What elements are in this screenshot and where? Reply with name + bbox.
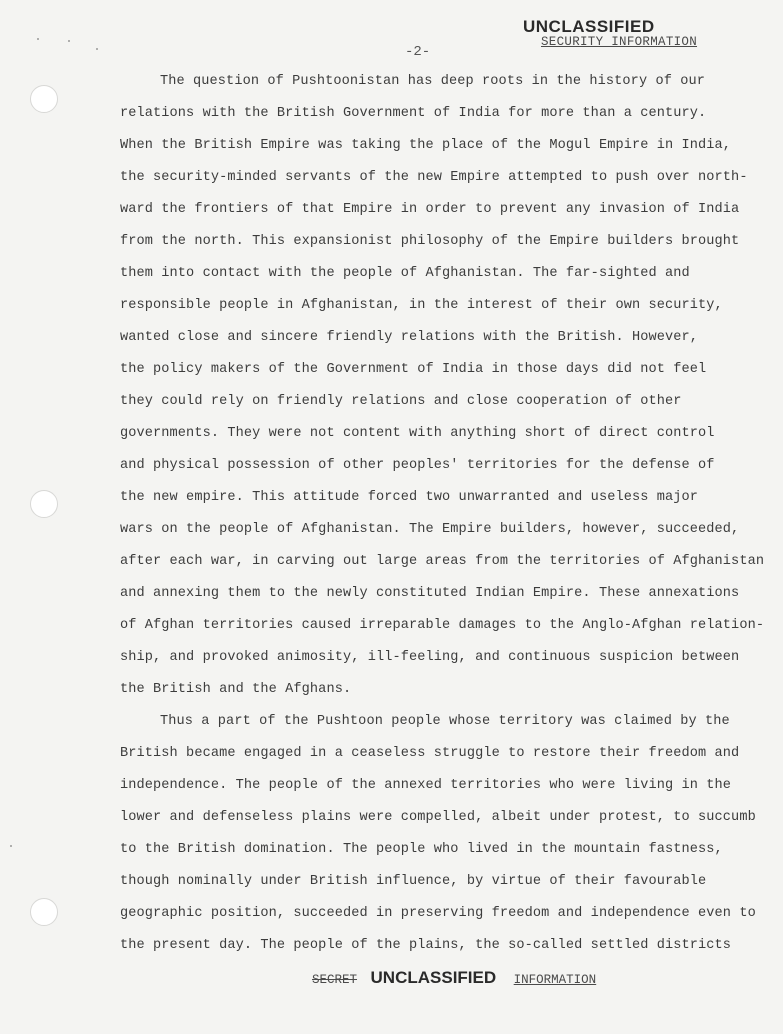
classification-stamp-bottom: UNCLASSIFIED xyxy=(370,968,497,987)
text-line: the present day. The people of the plains, the so-called settled districts xyxy=(120,938,732,953)
paper-speck xyxy=(68,40,70,42)
text-line: When the British Empire was taking the place of the Mogul Empire in India, xyxy=(120,138,732,153)
text-line: ward the frontiers of that Empire in order to prevent any invasion of India xyxy=(120,202,740,217)
text-line: Thus a part of the Pushtoon people whose territory was claimed by the xyxy=(160,714,730,729)
text-line: and annexing them to the newly constituted Indian Empire. These annexations xyxy=(120,586,740,601)
security-marking-bottom xyxy=(312,968,596,988)
text-line: though nominally under British influence, by virtue of their favourable xyxy=(120,874,707,889)
text-line: The question of Pushtoonistan has deep roots in the history of our xyxy=(160,74,705,89)
paper-speck xyxy=(96,48,98,50)
text-line: and physical possession of other peoples' territories for the defense of xyxy=(120,458,715,473)
text-line: British became engaged in a ceaseless struggle to restore their freedom and xyxy=(120,746,740,761)
text-line: geographic position, succeeded in preserving freedom and independence even to xyxy=(120,906,756,921)
text-line: they could rely on friendly relations and close cooperation of other xyxy=(120,394,682,409)
punch-hole xyxy=(30,85,58,113)
struck-marking: SECRET xyxy=(312,973,358,987)
punch-hole xyxy=(30,898,58,926)
text-line: wars on the people of Afghanistan. The Empire builders, however, succeeded, xyxy=(120,522,740,537)
information-marking: INFORMATION xyxy=(513,973,597,987)
text-line: wanted close and sincere friendly relations with the British. However, xyxy=(120,330,699,345)
text-line: governments. They were not content with anything short of direct control xyxy=(120,426,715,441)
text-line: responsible people in Afghanistan, in the interest of their own security, xyxy=(120,298,723,313)
paper-speck xyxy=(37,38,39,40)
text-line: the new empire. This attitude forced two unwarranted and useless major xyxy=(120,490,699,505)
text-line: to the British domination. The people who lived in the mountain fastness, xyxy=(120,842,723,857)
text-line: them into contact with the people of Afghanistan. The far-sighted and xyxy=(120,266,690,281)
text-line: of Afghan territories caused irreparable damages to the Anglo-Afghan relation- xyxy=(120,618,765,633)
text-line: after each war, in carving out large areas from the territories of Afghanistan xyxy=(120,554,765,569)
text-line: the British and the Afghans. xyxy=(120,682,352,697)
paper-speck xyxy=(10,845,12,847)
text-line: the policy makers of the Government of India in those days did not feel xyxy=(120,362,707,377)
page-number: -2- xyxy=(405,44,431,60)
punch-hole xyxy=(30,490,58,518)
text-line: relations with the British Government of India for more than a century. xyxy=(120,106,707,121)
text-line: independence. The people of the annexed territories who were living in the xyxy=(120,778,732,793)
text-line: lower and defenseless plains were compelled, albeit under protest, to succumb xyxy=(120,810,756,825)
security-marking-top: SECURITY INFORMATION xyxy=(541,35,698,49)
classification-stamp-top: UNCLASSIFIED xyxy=(523,17,655,36)
text-line: from the north. This expansionist philosophy of the Empire builders brought xyxy=(120,234,740,249)
text-line: ship, and provoked animosity, ill-feeling, and continuous suspicion between xyxy=(120,650,740,665)
text-line: the security-minded servants of the new Empire attempted to push over north- xyxy=(120,170,748,185)
